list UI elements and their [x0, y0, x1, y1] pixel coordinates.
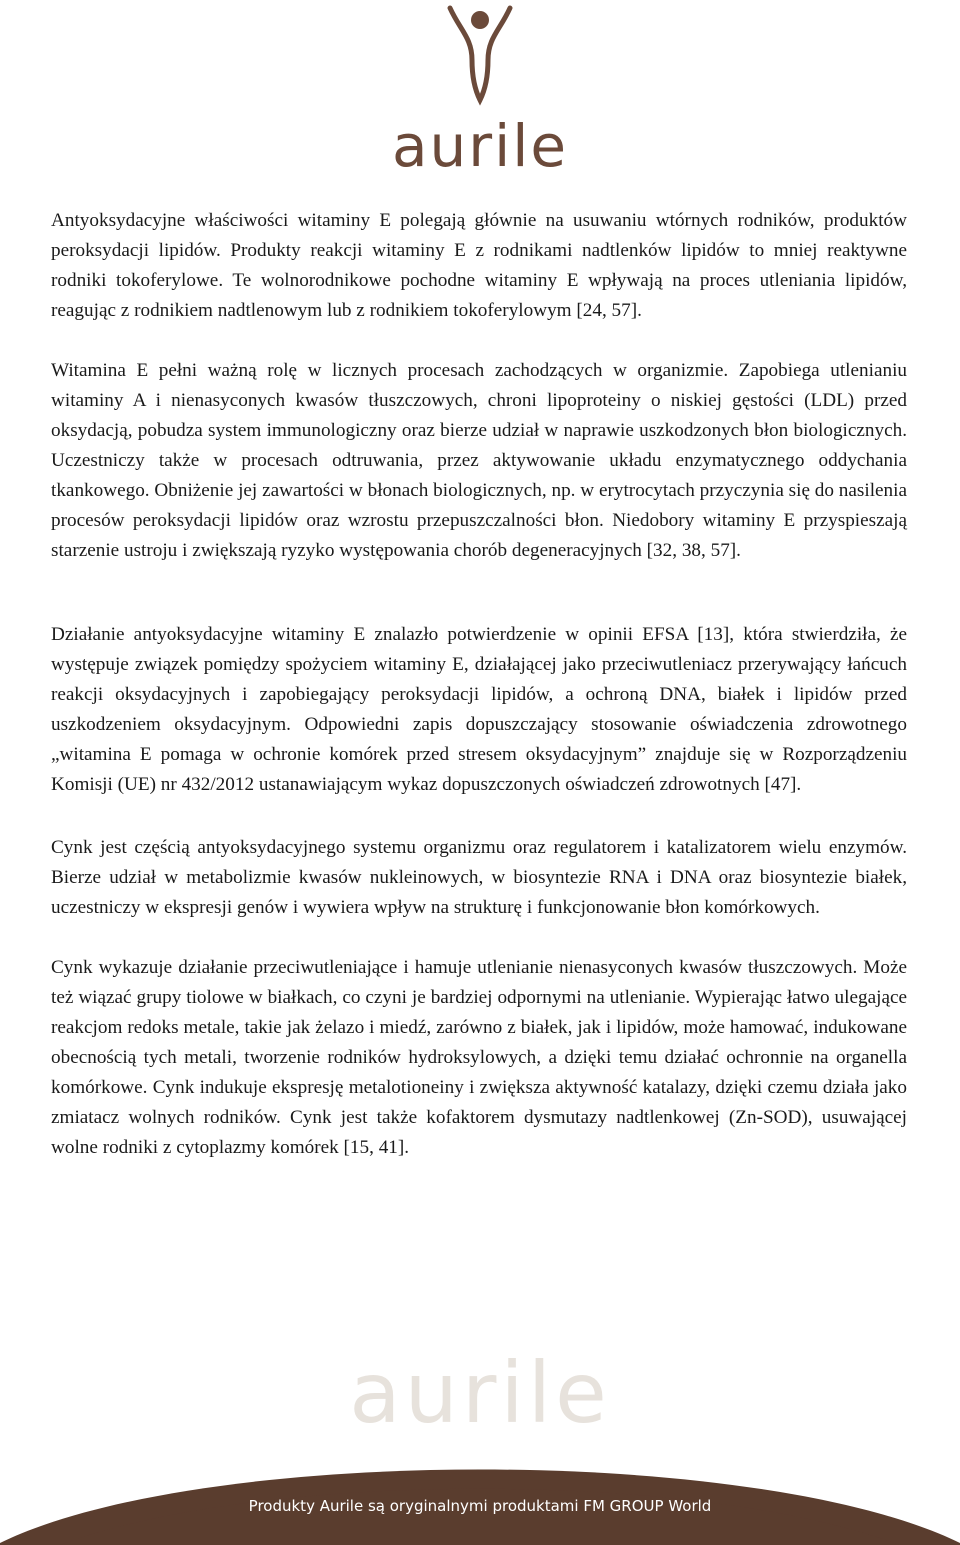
paragraph-zinc-system: Cynk jest częścią antyoksydacyjnego systemu organizmu oraz regulatorem i katalizatorem wielu enzymów. Bierze udział w metabolizmie kwasów nukleinowych, w biosyntezie RNA i DNA oraz biosyntezie białek, uczestniczy w ekspresji genów i wywiera wpływ na strukturę i funkcjonowanie błon komórkowych. — [51, 837, 907, 918]
brand-name: aurile — [391, 112, 569, 180]
paragraph-efsa-opinion: Działanie antyoksydacyjne witaminy E znalazło potwierdzenie w opinii EFSA [13], która stwierdziła, że występuje związek pomiędzy spożyciem witaminy E, działającej jako przeciwutleniacz przerywający łańcuch reakcji oksydacyjnych i zapobiegający peroksydacji lipidów, a ochroną DNA, białek i lipidów przed uszkodzeniem oksydacyjnym. Odpowiedni zapis dopuszczający stosowanie oświadczenia zdrowotnego „witamina E pomaga w ochronie komórek przed stresem oksydacyjnym” znajduje się w Rozporządzeniu Komisji (UE) nr 432/2012 ustanawiającym wykaz dopuszczonych oświadczeń zdrowotnych [47]. — [51, 624, 907, 795]
document-body — [51, 206, 907, 1163]
paragraph-zinc-antioxidant: Cynk wykazuje działanie przeciwutleniające i hamuje utlenianie nienasyconych kwasów tłuszczowych. Może też wiązać grupy tiolowe w białkach, co czyni je bardziej odpornymi na utlenianie. Wypierając łatwo ulegające reakcjom redoks metale, takie jak żelazo i miedź, zarówno z białek, jak i lipidów, może hamować, indukowane obecnością tych metali, tworzenie rodników hydroksylowych, a dzięki temu działać ochronnie na organella komórkowe. Cynk indukuje ekspresję metalotioneiny i zwiększa aktywność katalazy, dzięki czemu działa jako zmiatacz wolnych rodników. Cynk jest także kofaktorem dysmutazy nadtlenkowej (Zn-SOD), usuwającej wolne rodniki z cytoplazmy komórek [15, 41]. — [51, 957, 907, 1158]
footer-text: Produkty Aurile są oryginalnymi produktami FM GROUP World — [248, 1497, 712, 1515]
paragraph-vitamin-e-role: Witamina E pełni ważną rolę w licznych procesach zachodzących w organizmie. Zapobiega utlenianiu witaminy A i nienasyconych kwasów tłuszczowych, chroni lipoproteiny o niskiej gęstości (LDL) przed oksydacją, pobudza system immunologiczny oraz bierze udział w naprawie uszkodzonych błon biologicznych. Uczestniczy także w procesach odtruwania, przez aktywowanie układu enzymatycznego oddychania tkankowego. Obniżenie jej zawartości w błonach biologicznych, np. w erytrocytach przyczynia się do nasilenia procesów peroksydacji lipidów oraz wzrostu przepuszczalności błon. Niedobory witaminy E przyspieszają starzenie ustroju i zwiększają ryzyko występowania chorób degeneracyjnych [32, 38, 57]. — [51, 360, 907, 561]
paragraph-vitamin-e-antioxidant: Antyoksydacyjne właściwości witaminy E polegają głównie na usuwaniu wtórnych rodników, produktów peroksydacji lipidów. Produkty reakcji witaminy E z rodnikami nadtlenków lipidów to mniej reaktywne rodniki tokoferylowe. Te wolnorodnikowe pochodne witaminy E wpływają na proces utleniania lipidów, reagując z rodnikiem nadtlenowym lub z rodnikiem tokoferylowym [24, 57]. — [51, 210, 907, 321]
footer-banner — [0, 1425, 960, 1545]
footer-arc-shape — [0, 1425, 960, 1545]
brand-watermark: aurile — [349, 1344, 611, 1442]
